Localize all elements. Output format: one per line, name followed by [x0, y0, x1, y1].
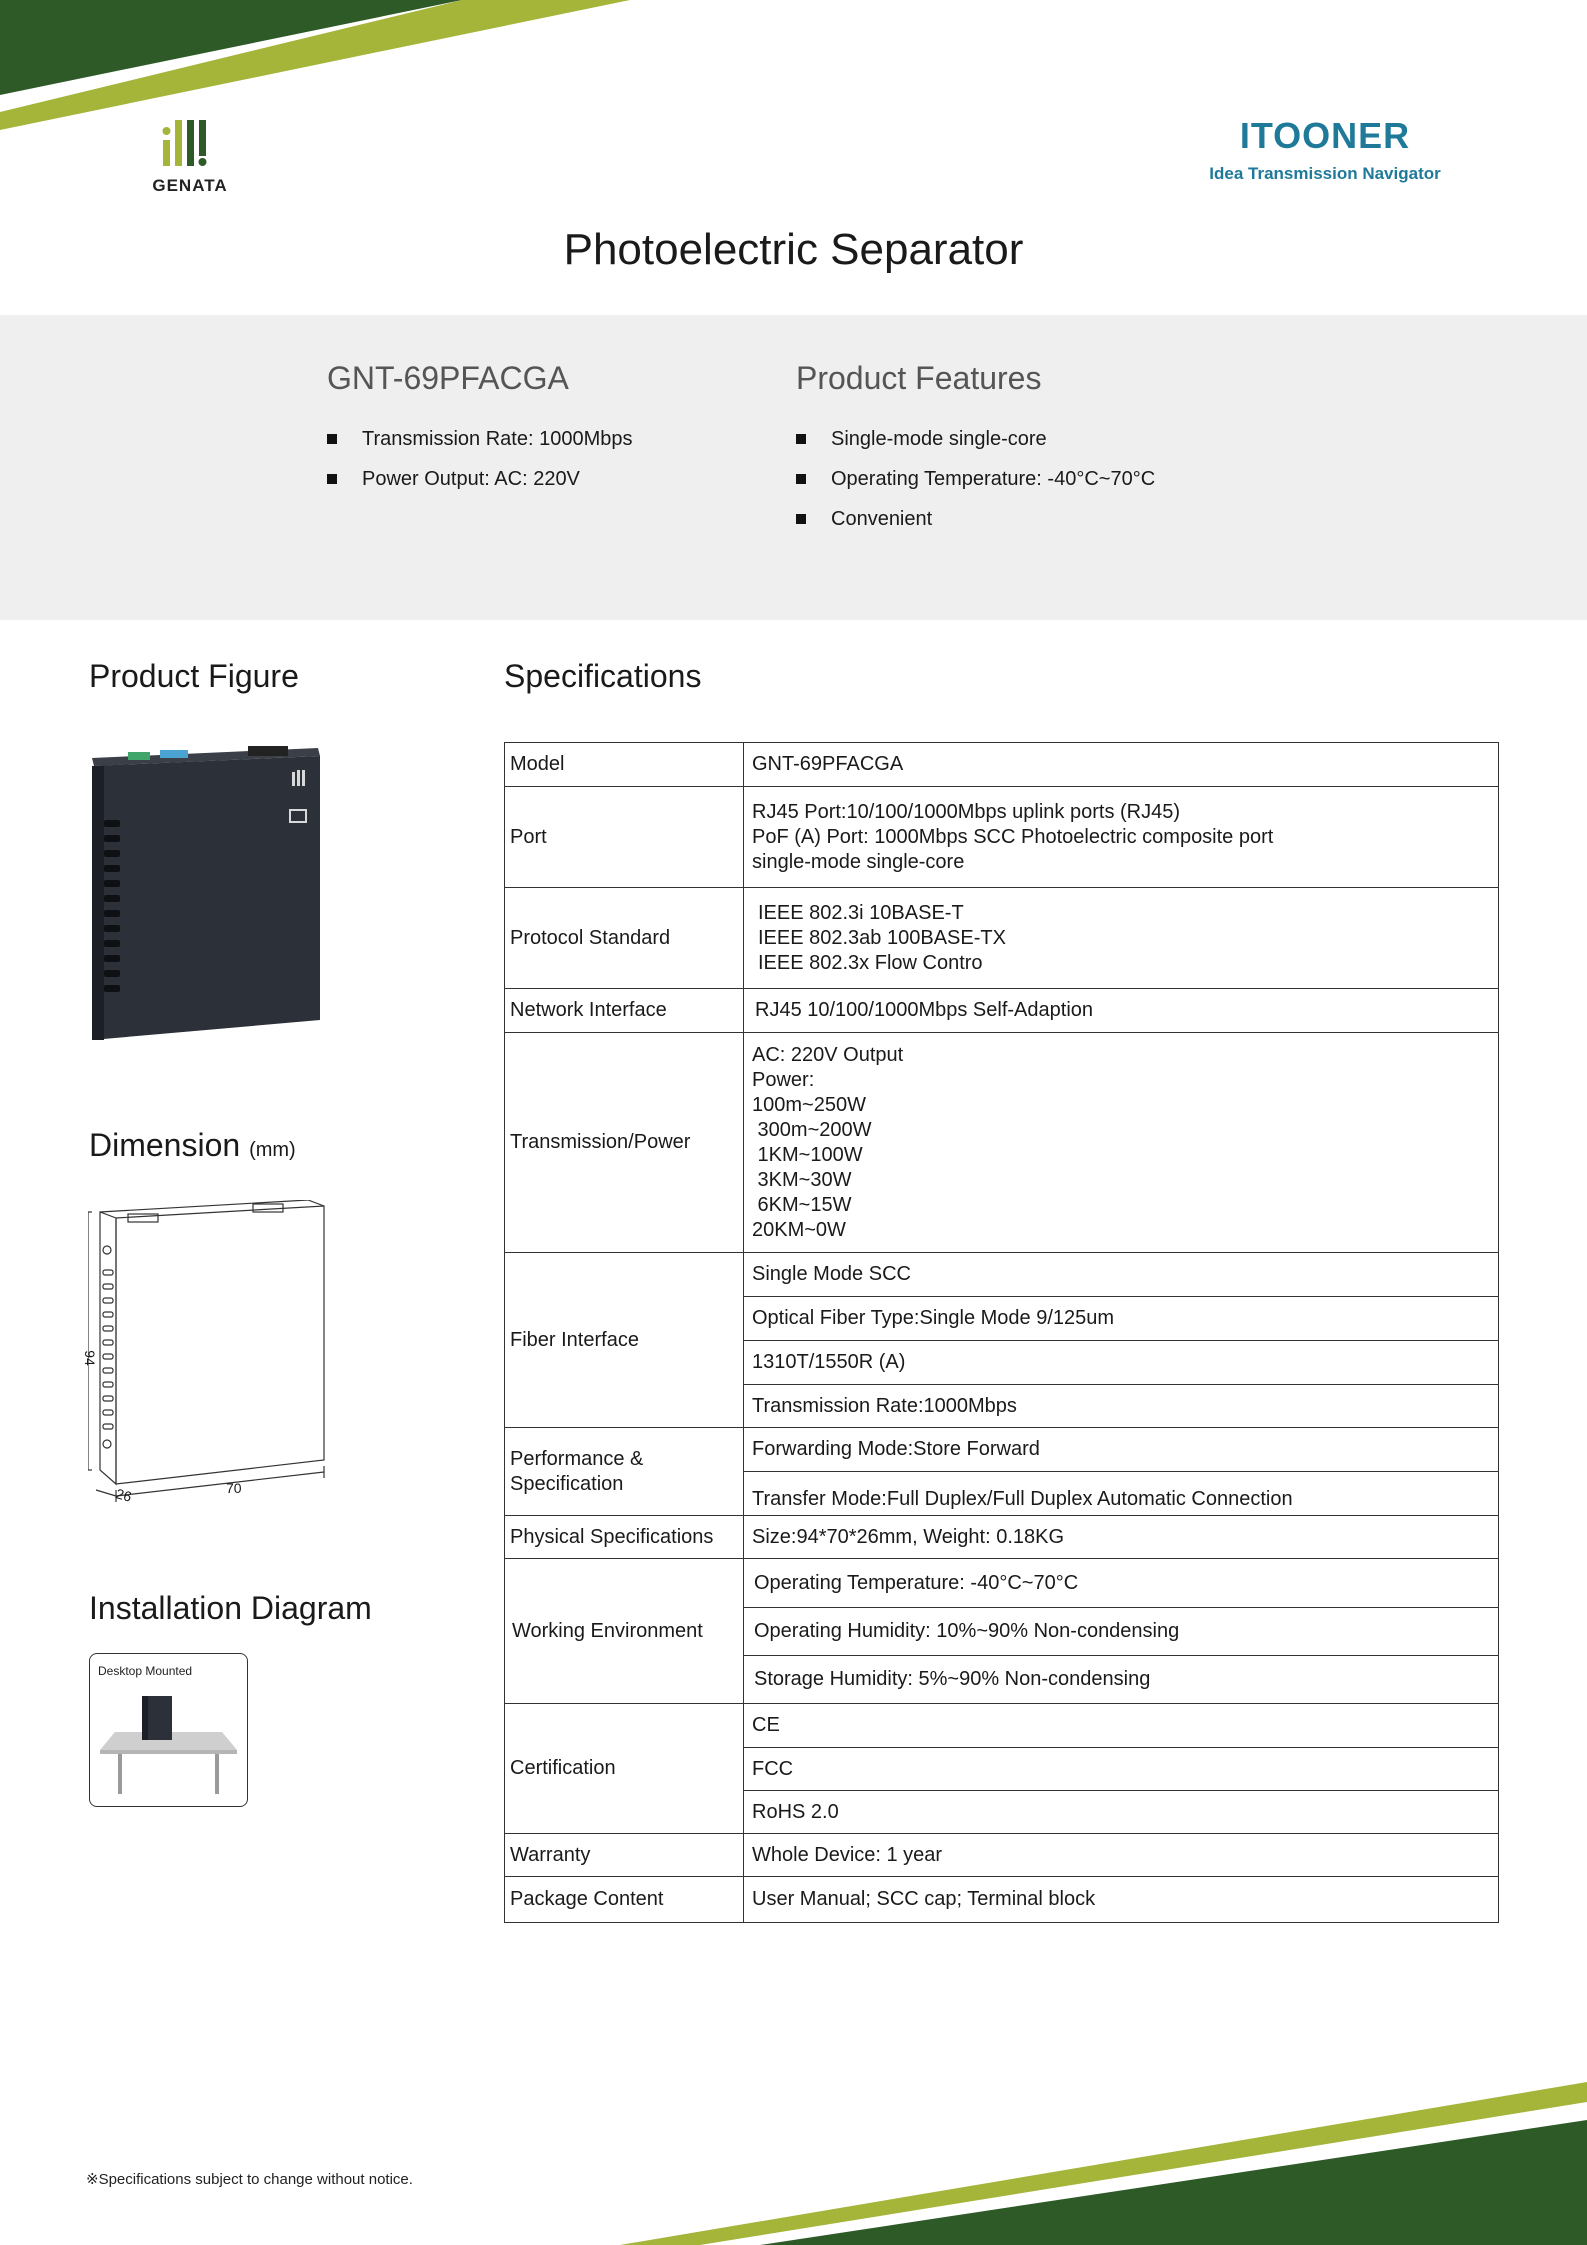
table-row — [505, 989, 1499, 1033]
spec-key: Fiber Interface — [505, 1253, 744, 1428]
table-row — [505, 743, 1499, 787]
spec-value: User Manual; SCC cap; Terminal block — [744, 1877, 1499, 1923]
dimension-height-label: 94 — [81, 1350, 98, 1366]
spec-value: Forwarding Mode:Store Forward — [744, 1428, 1499, 1472]
table-row — [505, 1253, 1499, 1297]
page-title: Photoelectric Separator — [563, 225, 1024, 274]
dimension-heading: Dimension (mm) — [89, 1127, 296, 1163]
table-row — [505, 787, 1499, 888]
spec-key: Port — [505, 787, 744, 888]
spec-key: Physical Specifications — [505, 1516, 744, 1559]
spec-value: Size:94*70*26mm, Weight: 0.18KG — [744, 1516, 1499, 1559]
dimension-width-label: 70 — [226, 1480, 242, 1496]
spec-key: Network Interface — [505, 989, 744, 1033]
table-row — [505, 1559, 1499, 1608]
spec-value: RJ45 Port:10/100/1000Mbps uplink ports (RJ45) PoF (A) Port: 1000Mbps SCC Photoelectric composite port single-mode single-core — [744, 787, 1499, 888]
spec-key: Warranty — [505, 1834, 744, 1877]
spec-value: Single Mode SCC — [744, 1253, 1499, 1297]
spec-value: Transfer Mode:Full Duplex/Full Duplex Automatic Connection — [744, 1472, 1499, 1516]
model-heading: GNT-69PFACGA — [327, 360, 569, 396]
table-row — [505, 1033, 1499, 1253]
list-item: Single-mode single-core — [796, 419, 1155, 459]
features-list — [796, 419, 1155, 539]
table-row — [505, 1834, 1499, 1877]
itooner-logo — [1180, 115, 1470, 184]
spec-value: Whole Device: 1 year — [744, 1834, 1499, 1877]
features-heading: Product Features — [796, 360, 1042, 396]
product-image — [88, 740, 323, 1061]
list-item: Transmission Rate: 1000Mbps — [327, 419, 633, 459]
spec-key: Protocol Standard — [505, 888, 744, 989]
product-figure-heading: Product Figure — [89, 658, 299, 694]
spec-value: Transmission Rate:1000Mbps — [744, 1385, 1499, 1428]
itooner-wordmark: ITOONER — [1239, 115, 1411, 156]
spec-key: Certification — [505, 1704, 744, 1834]
spec-key: Transmission/Power — [505, 1033, 744, 1253]
table-row — [505, 1704, 1499, 1748]
spec-value: Storage Humidity: 5%~90% Non-condensing — [744, 1656, 1499, 1704]
spec-key: Package Content — [505, 1877, 744, 1923]
table-row — [505, 1428, 1499, 1472]
spec-value: GNT-69PFACGA — [744, 743, 1499, 787]
spec-value: AC: 220V Output Power: 100m~250W 300m~200W 1KM~100W 3KM~30W 6KM~15W 20KM~0W — [744, 1033, 1499, 1253]
spec-value: Optical Fiber Type:Single Mode 9/125um — [744, 1297, 1499, 1341]
genata-logo — [140, 118, 240, 195]
genata-wordmark: GENATA — [152, 176, 228, 195]
list-item: Operating Temperature: -40°C~70°C — [796, 459, 1155, 499]
spec-value: RJ45 10/100/1000Mbps Self-Adaption — [744, 989, 1499, 1033]
table-row — [505, 1516, 1499, 1559]
model-highlights — [327, 419, 633, 499]
specifications-table — [504, 742, 1499, 1923]
table-row — [505, 1877, 1499, 1923]
dimension-drawing — [81, 1200, 338, 1515]
installation-heading: Installation Diagram — [89, 1590, 372, 1626]
installation-label: Desktop Mounted — [98, 1664, 193, 1678]
spec-value: FCC — [744, 1748, 1499, 1791]
table-row — [505, 888, 1499, 989]
itooner-tagline: Idea Transmission Navigator — [1209, 164, 1441, 183]
spec-value: RoHS 2.0 — [744, 1791, 1499, 1834]
list-item: Power Output: AC: 220V — [327, 459, 633, 499]
spec-value: 1310T/1550R (A) — [744, 1341, 1499, 1385]
footnote: ※Specifications subject to change without notice. — [86, 2171, 413, 2188]
spec-value: Operating Temperature: -40°C~70°C — [744, 1559, 1499, 1608]
spec-key: Working Environment — [505, 1559, 744, 1704]
summary-band — [0, 315, 1587, 620]
installation-diagram — [89, 1653, 248, 1807]
spec-key: Model — [505, 743, 744, 787]
dimension-depth-label: 26 — [114, 1485, 134, 1505]
list-item: Convenient — [796, 499, 1155, 539]
spec-value: Operating Humidity: 10%~90% Non-condensing — [744, 1608, 1499, 1656]
spec-value: IEEE 802.3i 10BASE-T IEEE 802.3ab 100BASE-TX IEEE 802.3x Flow Contro — [744, 888, 1499, 989]
spec-value: CE — [744, 1704, 1499, 1748]
specifications-heading: Specifications — [504, 658, 702, 694]
spec-key: Performance & Specification — [505, 1428, 744, 1516]
